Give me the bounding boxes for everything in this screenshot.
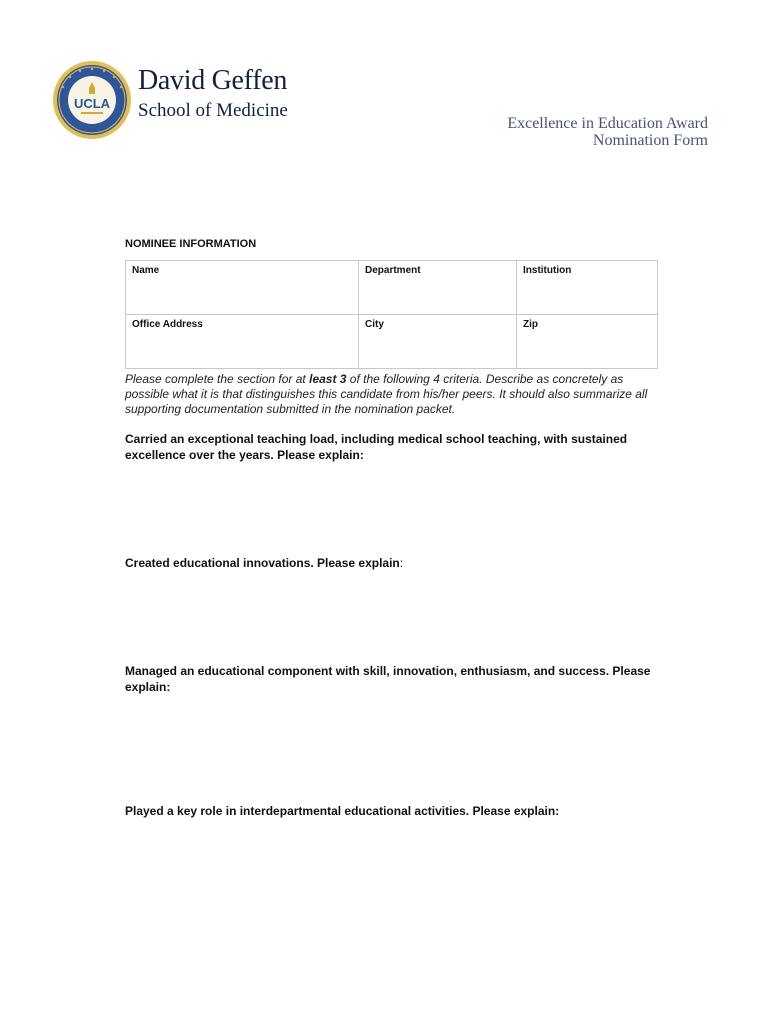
office-address-field[interactable] (126, 315, 359, 369)
form-title-line2: Nomination Form (592, 132, 708, 149)
nominee-section-title: NOMINEE INFORMATION (125, 238, 257, 250)
ucla-seal-logo (52, 60, 132, 140)
nominee-info-table (125, 260, 658, 369)
name-field[interactable] (126, 261, 359, 315)
city-label: City (365, 319, 384, 330)
institution-field[interactable] (517, 261, 658, 315)
criterion-innovations: Created educational innovations. Please explain: (125, 556, 404, 570)
instructions-emphasis: least 3 (309, 372, 347, 386)
form-title-line1: Excellence in Education Award (507, 115, 708, 132)
school-name-line1: David Geffen (138, 65, 288, 96)
city-field[interactable] (359, 315, 517, 369)
criterion-interdepartmental: Played a key role in interdepartmental educational activities. Please explain: (125, 804, 560, 818)
institution-label: Institution (523, 265, 572, 276)
office-address-label: Office Address (132, 319, 203, 330)
criterion-teaching-load: Carried an exceptional teaching load, including medical school teaching, with sustained excellence over the years. Please explain: (125, 432, 628, 462)
school-brand (138, 66, 288, 122)
department-field[interactable] (359, 261, 517, 315)
zip-field[interactable] (517, 315, 658, 369)
department-label: Department (365, 265, 421, 276)
school-name-line2: School of Medicine (138, 100, 288, 121)
instructions-text: Please complete the section for at least 3 of the following 4 criteria. Describe as concretely as possible what it is that distinguishes this candidate from his/her peers. It should also summarize all supporting documentation submitted in the nomination packet. (125, 372, 648, 416)
zip-label: Zip (523, 319, 538, 330)
svg-text:UCLA: UCLA (73, 96, 111, 111)
form-title (507, 115, 708, 149)
criterion-educational-component: Managed an educational component with skill, innovation, enthusiasm, and success. Please explain: (125, 664, 651, 694)
name-label: Name (132, 265, 160, 276)
